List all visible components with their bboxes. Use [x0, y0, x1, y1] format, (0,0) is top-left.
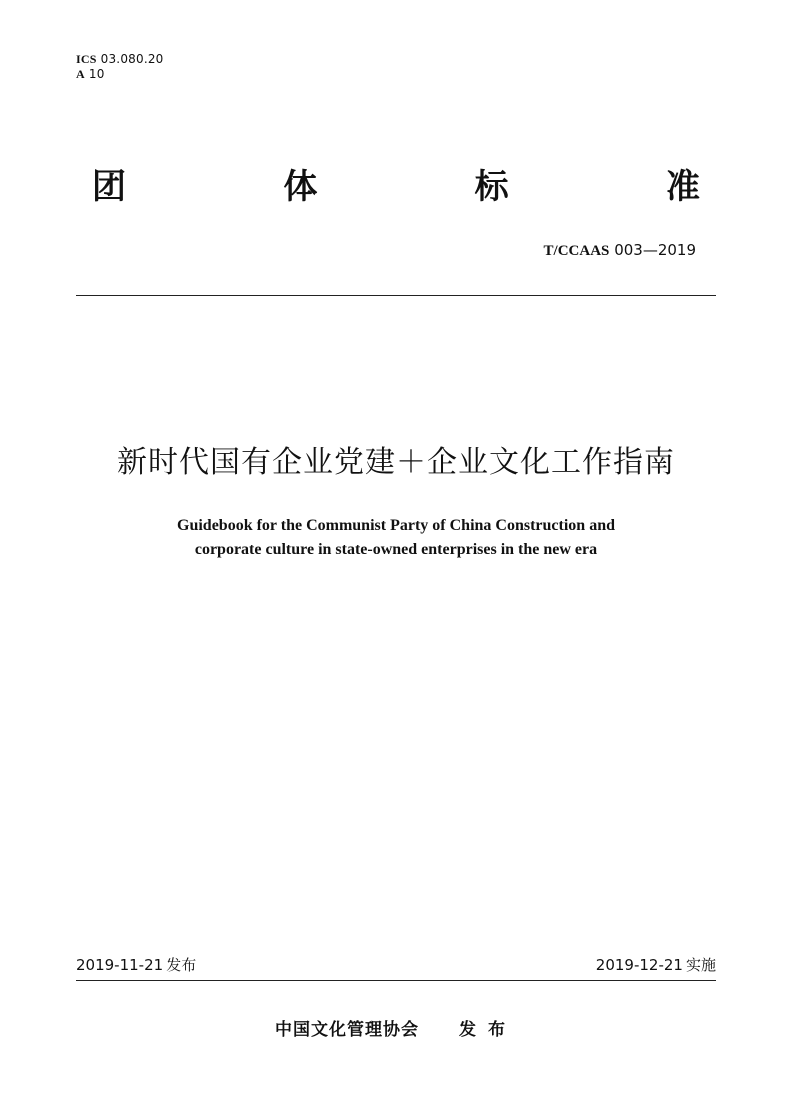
ics-code: 03.080.20 — [100, 52, 164, 66]
implementation-label: 实施 — [685, 956, 716, 974]
issue-date: 2019-11-21 — [76, 956, 164, 974]
classification-codes — [76, 52, 164, 82]
issue-label: 发布 — [166, 956, 197, 974]
english-title — [76, 514, 716, 562]
ccs-code-line — [76, 67, 164, 82]
standard-number-value: 003—2019 — [614, 241, 696, 259]
publisher-line — [76, 1018, 716, 1042]
english-title-line-1: Guidebook for the Communist Party of China Construction and — [177, 517, 615, 534]
standard-type-char-3: 标 — [474, 167, 509, 207]
ics-label: ICS — [76, 52, 97, 66]
ccs-label: A — [76, 67, 85, 81]
standard-type-char-2: 体 — [283, 167, 318, 207]
date-row — [76, 955, 716, 975]
bottom-divider — [76, 980, 716, 981]
ics-code-line — [76, 52, 164, 67]
english-title-line-2: corporate culture in state-owned enterprises in the new era — [194, 541, 598, 558]
top-divider — [76, 295, 716, 296]
publisher-organization: 中国文化管理协会 — [275, 1020, 419, 1040]
standard-type-char-1: 团 — [92, 167, 126, 207]
standard-type-char-4: 准 — [665, 167, 700, 207]
implementation-date-group — [596, 955, 716, 975]
implementation-date: 2019-12-21 — [595, 956, 683, 974]
standard-type-heading — [76, 162, 716, 212]
issue-date-group — [76, 955, 196, 975]
standard-number-prefix: T/CCAAS — [543, 243, 610, 259]
standard-number — [544, 241, 696, 260]
ccs-code: 10 — [88, 67, 105, 81]
chinese-title: 新时代国有企业党建＋企业文化工作指南 — [117, 445, 675, 480]
publisher-action: 发布 — [459, 1020, 517, 1040]
